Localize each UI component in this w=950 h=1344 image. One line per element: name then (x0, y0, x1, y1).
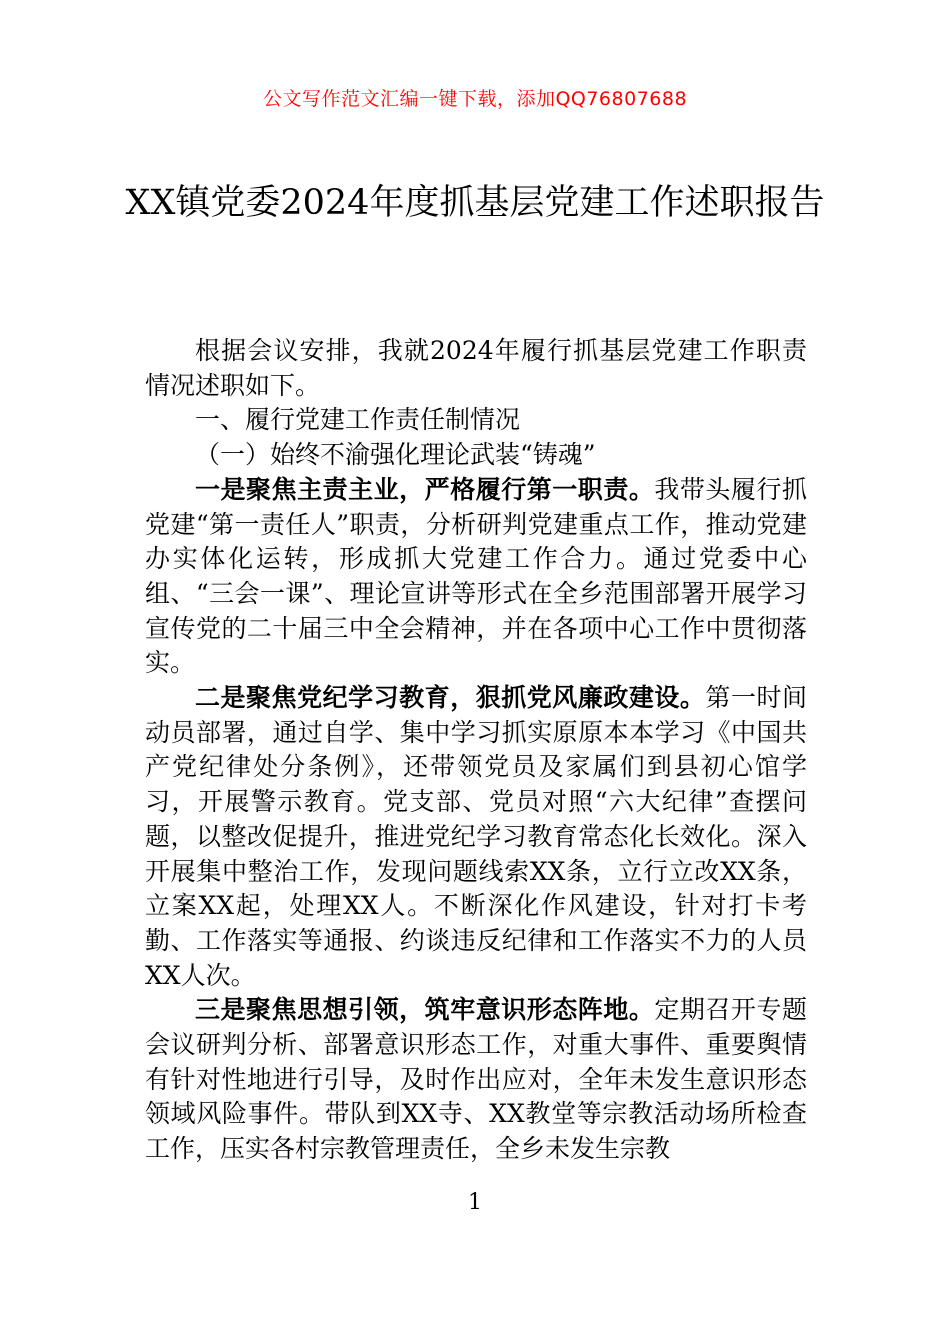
body-paragraph (145, 681, 807, 993)
paragraph-lead: 二是聚焦党纪学习教育，狠抓党风廉政建设。 (195, 683, 706, 713)
paragraph-text: 我带头履行抓党建“第一责任人”职责，分析研判党建重点工作，推动党建办实体化运转，形成抓大党建工作合力。通过党委中心组、“三会一课”、理论宣讲等形式在全乡范围部署开展学习宣传党的二十届三中全会精神，并在各项中心工作中贯彻落实。 (145, 474, 807, 678)
section-heading: 一、履行党建工作责任制情况 (195, 405, 521, 435)
paragraph-text: 第一时间动员部署，通过自学、集中学习抓实原原本本学习《中国共产党纪律处分条例》，还带领党员及家属们到县初心馆学习，开展警示教育。党支部、党员对照“六大纪律”查摆问题，以整改促提升，推进党纪学习教育常态化长效化。深入开展集中整治工作，发现问题线索XX条，立行立改XX条，立案XX起，处理XX人。不断深化作风建设，针对打卡考勤、工作落实等通报、约谈违反纪律和工作落实不力的人员XX人次。 (145, 683, 807, 990)
intro-paragraph: 根据会议安排，我就2024年履行抓基层党建工作职责情况述职如下。 (145, 336, 807, 400)
document-body (145, 334, 807, 1167)
subsection-heading: （一）始终不渝强化理论武装“铸魂” (195, 440, 596, 470)
paragraph-lead: 一是聚焦主责主业，严格履行第一职责。 (195, 474, 655, 504)
download-note: 公文写作范文汇编一键下载，添加QQ76807688 (262, 88, 688, 110)
page-number: 1 (468, 1190, 482, 1215)
body-paragraph (145, 993, 807, 1167)
paragraph-lead: 三是聚焦思想引领，筑牢意识形态阵地。 (195, 995, 655, 1025)
body-paragraph (145, 473, 807, 681)
paragraph-text: 定期召开专题会议研判分析、部署意识形态工作，对重大事件、重要舆情有针对性地进行引导，及时作出应对，全年未发生意识形态领域风险事件。带队到XX寺、XX教堂等宗教活动场所检查工作，压实各村宗教管理责任，全乡未发生宗教 (145, 995, 807, 1164)
document-title: XX镇党委2024年度抓基层党建工作述职报告 (125, 183, 825, 223)
